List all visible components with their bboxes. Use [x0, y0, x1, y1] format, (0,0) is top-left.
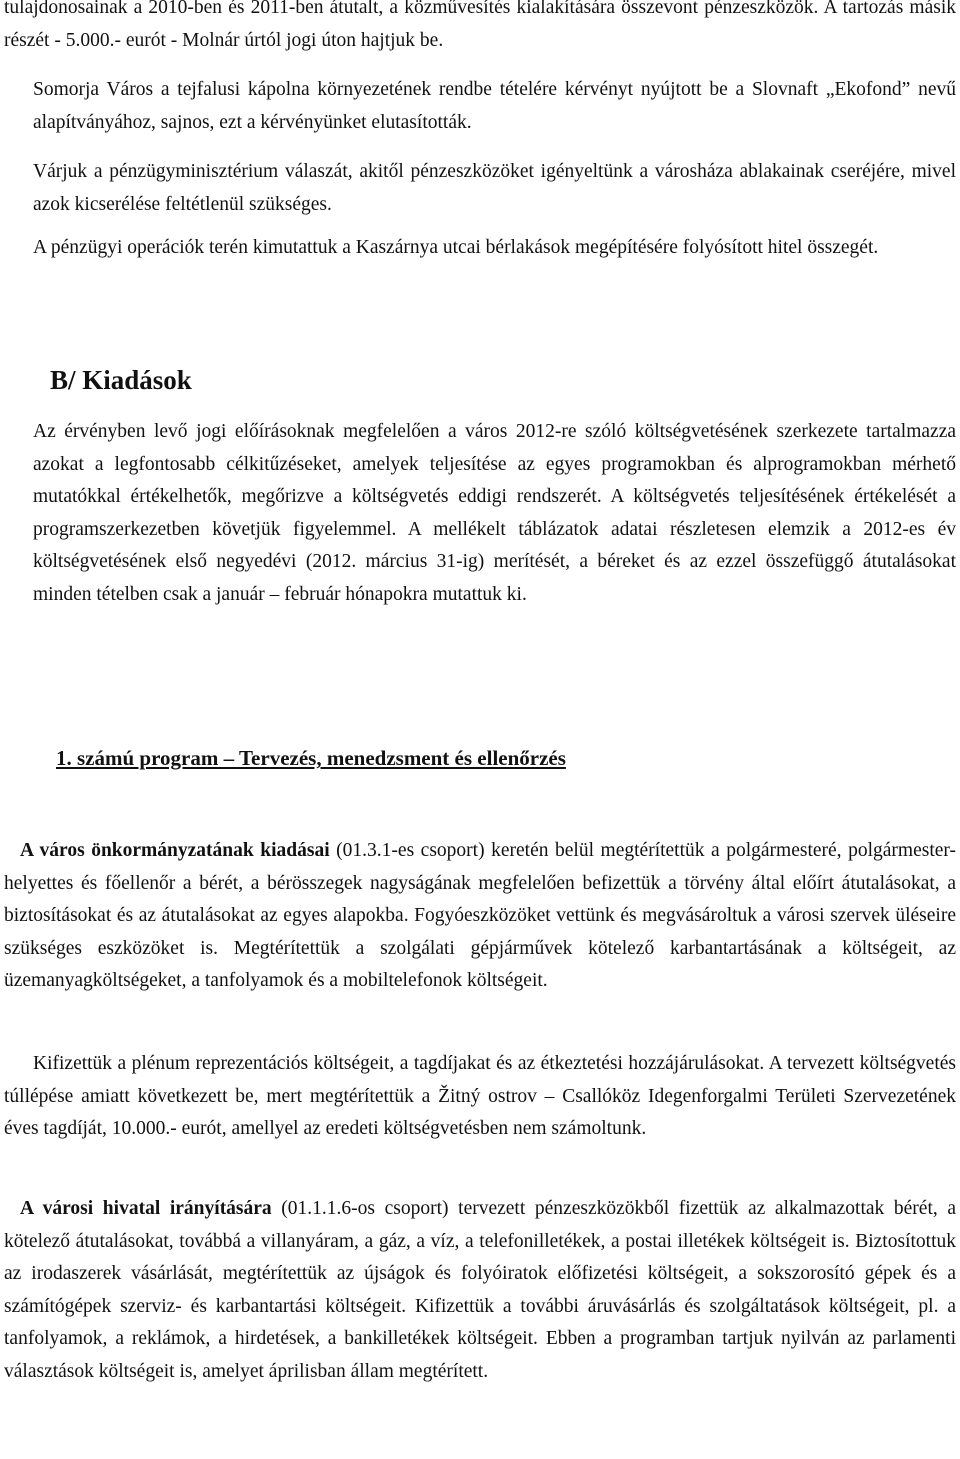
intro-paragraph-somorja: Somorja Város a tejfalusi kápolna környezetének rendbe tételére kérvényt nyújtott be a Slovnaft „Ekofond” nevű alapítványához, sajnos, ezt a kérvényünket elutasították. — [33, 79, 956, 133]
intro-paragraph-kaszarnya: A pénzügyi operációk terén kimutattuk a Kaszárnya utcai bérlakások megépítésére folyósított hitel összegét. — [33, 237, 879, 258]
varosi-hivatal-label: A városi hivatal irányítására — [20, 1198, 272, 1219]
varosi-hivatal-paragraph — [4, 1193, 956, 1389]
intro-paragraph-continuation: tulajdonosainak a 2010-ben és 2011-ben átutalt, a közművesítés kialakítására összevont pénzeszközök. A tartozás másik részét - 5.000.- eurót - Molnár úrtól jogi úton hajtjuk be. — [4, 0, 956, 51]
onkormanyzat-text: (01.3.1-es csoport) keretén belül megtérítettük a polgármesteré, polgármester-helyettes és főellenőr a bérét, a bérösszegek nagyságának megfelelően befizettük a törvény által előírt átutalásokat, a biztosításokat és az átutalásokat az egyes alapokba. Fogyóeszközöket vettünk és megvásároltuk a városi szervek üléseire szükséges eszközöket is. Megtérítettük a szolgálati gépjárművek kötelező karbantartásának a költségeit, az üzemanyagköltségeket, a tanfolyamok és a mobiltelefonok költségeit. — [4, 840, 956, 992]
intro-paragraph-penzugyminiszterium: Várjuk a pénzügyminisztérium válaszát, akitől pénzeszközöket igényeltünk a városháza ablakainak cseréjére, mivel azok kicserélése feltétlenül szükséges. — [33, 161, 956, 215]
program-1-title: 1. számú program – Tervezés, menedzsment és ellenőrzés — [56, 746, 566, 770]
kifizettuk-paragraph: Kifizettük a plénum reprezentációs költségeit, a tagdíjakat és az étkeztetési hozzájárulásokat. A tervezett költségvetés túllépése amiatt következett be, mert megtérítettük a Žitný ostrov – Csallóköz Idegenforgalmi Területi Szervezetének éves tagdíját, 10.000.- eurót, amellyel az eredeti költségvetésben nem számoltunk. — [4, 1053, 956, 1140]
section-heading-kiadasok: B/ Kiadások — [50, 365, 192, 395]
varosi-hivatal-text: (01.1.1.6-os csoport) tervezett pénzeszközökből fizettük az alkalmazottak bérét, a kötelező átutalásokat, továbbá a villanyáram, a gáz, a víz, a telefonilletékek, a postai illetékek költségeit is. Biztosítottuk az irodaszerek vásárlását, megtérítettük az újságok és folyóiratok előfizetési költségeit, a sokszorosító gépek és a számítógépek szerviz- és karbantartási költségeit. Kifizettük a további áruvásárlás és szolgáltatások költségeit, pl. a tanfolyamok, a reklámok, a hirdetések, a bankilletékek költségeit. Ebben a programban tartjuk nyilván az parlamenti választások költségeit is, amelyet áprilisban állam megtérített. — [4, 1198, 957, 1382]
section-b-paragraph: Az érvényben levő jogi előírásoknak megfelelően a város 2012-re szóló költségvetésének szerkezete tartalmazza azokat a legfontosabb célkitűzéseket, amelyek teljesítése az egyes programokban és alprogramokban mérhető mutatókkal értékelhetők, megőrizve a költségvetés eddigi rendszerét. A költségvetés teljesítésének értékelését a programszerkezetben követjük figyelemmel. A mellékelt táblázatok adatai részletesen elemzik a 2012-es év költségvetésének első negyedévi (2012. március 31-ig) merítését, a béreket és az ezzel összefüggő átutalásokat minden tételben csak a január – február hónapokra mutattuk ki. — [33, 421, 956, 605]
onkormanyzat-paragraph — [4, 835, 956, 998]
onkormanyzat-label: A város önkormányzatának kiadásai — [20, 840, 330, 861]
